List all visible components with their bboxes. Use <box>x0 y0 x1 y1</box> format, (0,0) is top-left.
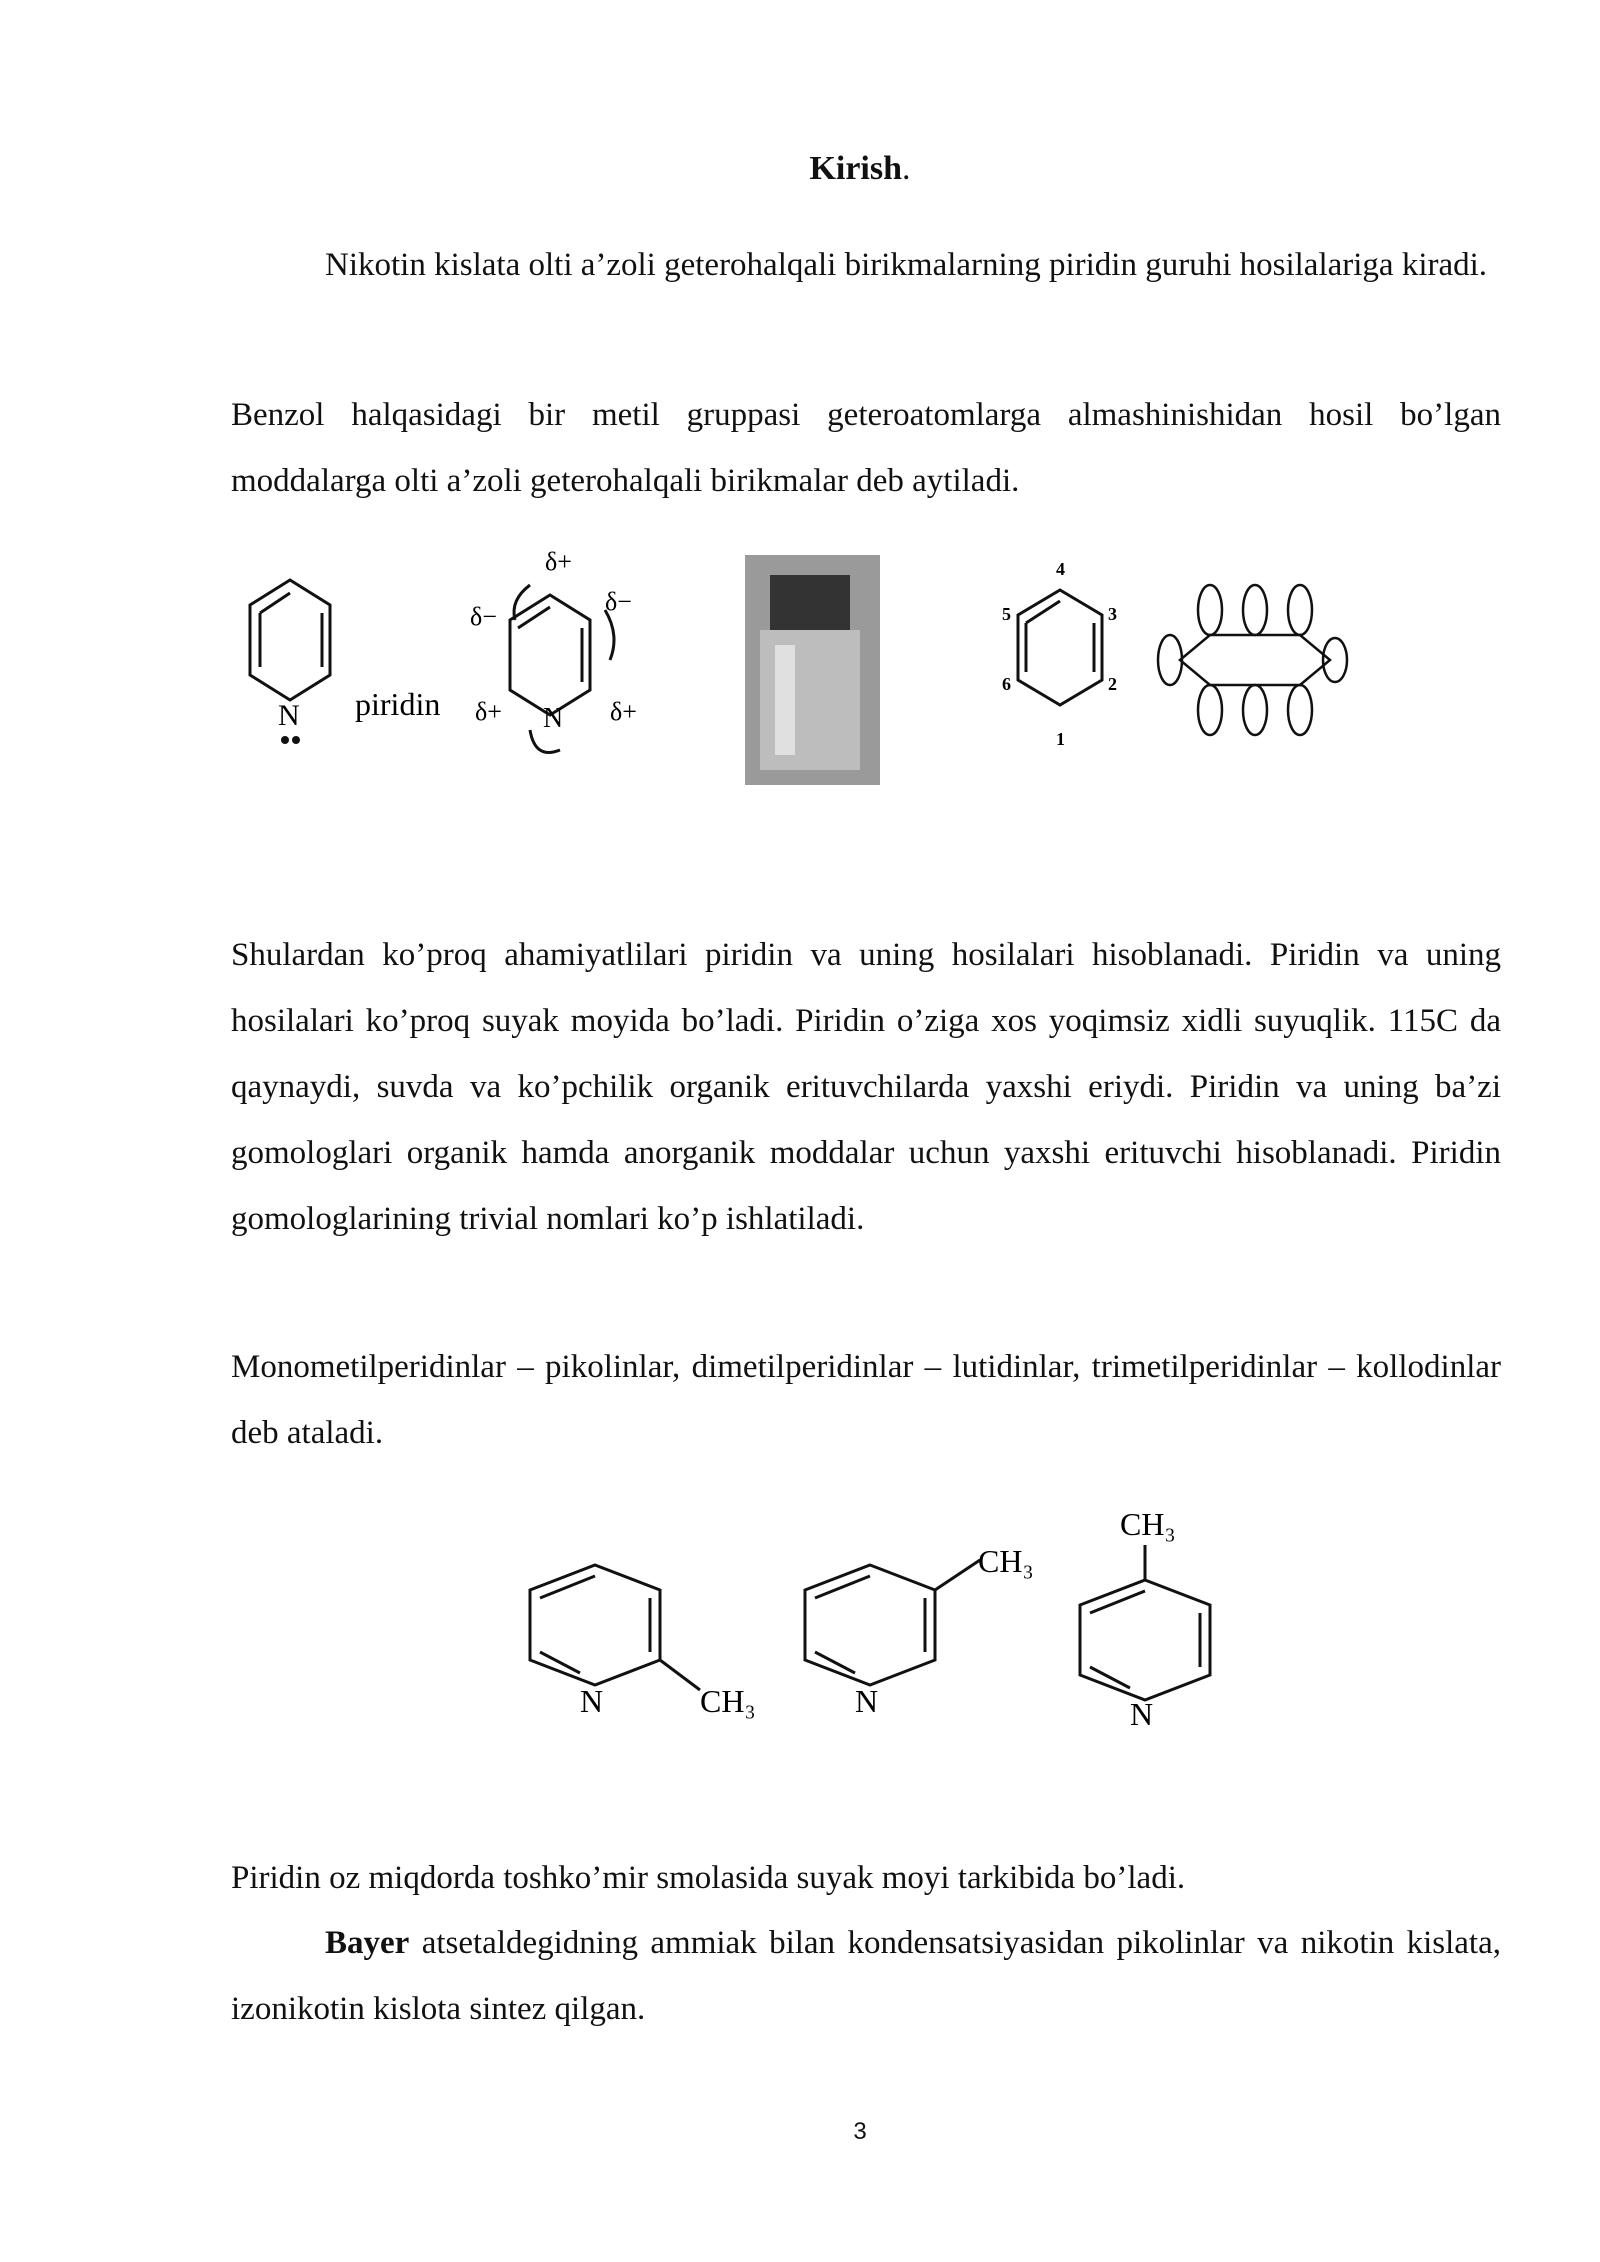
ring-number-6: 6 <box>1002 674 1011 694</box>
delta-plus-left: δ+ <box>475 697 502 726</box>
pyridine-bottle-photo <box>745 555 880 785</box>
lone-pair-dot <box>281 736 289 744</box>
paragraph-intro-text: Nikotin kislata olti a’zoli geterohalqali birikmalarning piridin guruhi hosilalariga kiradi. <box>325 247 1488 283</box>
paragraph-properties <box>231 922 1501 1252</box>
nitrogen-label-2: N <box>543 703 564 734</box>
picoline-3-nitrogen: N <box>855 1683 879 1719</box>
picoline-4-nitrogen: N <box>1130 1696 1154 1730</box>
paragraph-homologs <box>231 1334 1501 1466</box>
delta-plus-top: δ+ <box>545 547 572 576</box>
paragraph-occurrence-text: Piridin oz miqdorda toshko’mir smolasida suyak moyi tarkibida bo’ladi. <box>231 1860 1186 1896</box>
paragraph-intro <box>231 232 1501 298</box>
paragraph-properties-text: Shulardan ko’proq ahamiyatlilari piridin va uning hosilalari hisoblanadi. Piridin va uning hosilalari ko’proq suyak moyida bo’ladi. Piridin o’ziga xos yoqimsiz xidli suyuqlik. 115C da qaynaydi, suvda va ko’pchilik organik erituvchilarda yaxshi eriydi. Piridin va uning ba’zi gomologlari organik hamda anorganik moddalar uchun yaxshi erituvchi hisoblanadi. Piridin gomologlarining trivial nomlari ko’p ishlatiladi. <box>231 937 1501 1237</box>
ring-number-3: 3 <box>1108 604 1117 624</box>
paragraph-bayer <box>231 1910 1501 2042</box>
paragraph-bayer-rest: atsetaldegidning ammiak bilan kondensatsiyasidan pikolinlar va nikotin kislata, izonikotin kislota sintez qilgan. <box>231 1925 1501 2027</box>
picoline-4-methyl: CH₃ <box>1120 1506 1176 1542</box>
picoline-2-ring <box>530 1565 700 1690</box>
lone-pair-dot <box>292 736 300 744</box>
section-title-text: Kirish <box>809 150 903 187</box>
paragraph-homologs-text: Monometilperidinlar – pikolinlar, dimetilperidinlar – lutidinlar, trimetilperidinlar – kollodinlar deb ataladi. <box>231 1349 1501 1451</box>
picoline-2-nitrogen: N <box>580 1683 604 1719</box>
picoline-3-methyl: CH₃ <box>978 1543 1034 1579</box>
paragraph-occurrence <box>231 1845 1501 1911</box>
ring-number-5: 5 <box>1002 604 1011 624</box>
ring-number-2: 2 <box>1108 674 1117 694</box>
pyridine-structures-figure <box>230 545 1410 805</box>
nitrogen-label-1: N <box>278 699 300 732</box>
ring-number-1: 1 <box>1056 729 1065 749</box>
pi-orbital-diagram <box>1158 585 1347 735</box>
delta-minus-right: δ− <box>605 587 632 616</box>
paragraph-bayer-text <box>231 1910 1501 2042</box>
section-title-dot: . <box>902 150 911 187</box>
picoline-4-ring <box>1080 1545 1210 1700</box>
piridin-label: piridin <box>355 686 441 722</box>
page-number: 3 <box>853 2118 867 2145</box>
delta-plus-right: δ+ <box>610 697 637 726</box>
picoline-2-methyl: CH₃ <box>700 1683 756 1719</box>
paragraph-definition <box>231 382 1501 514</box>
bayer-name: Bayer <box>325 1925 410 1961</box>
pyridine-ring-1 <box>250 580 330 700</box>
section-title <box>0 150 1600 188</box>
ring-number-4: 4 <box>1056 559 1065 579</box>
numbered-pyridine-ring <box>1018 590 1102 705</box>
picoline-structures-figure <box>500 1490 1260 1730</box>
paragraph-definition-text: Benzol halqasidagi bir metil gruppasi geteroatomlarga almashinishidan hosil bo’lgan moddalarga olti a’zoli geterohalqali birikmalar deb aytiladi. <box>231 397 1501 499</box>
picoline-3-ring <box>805 1560 980 1685</box>
delta-minus-left: δ− <box>470 602 497 631</box>
